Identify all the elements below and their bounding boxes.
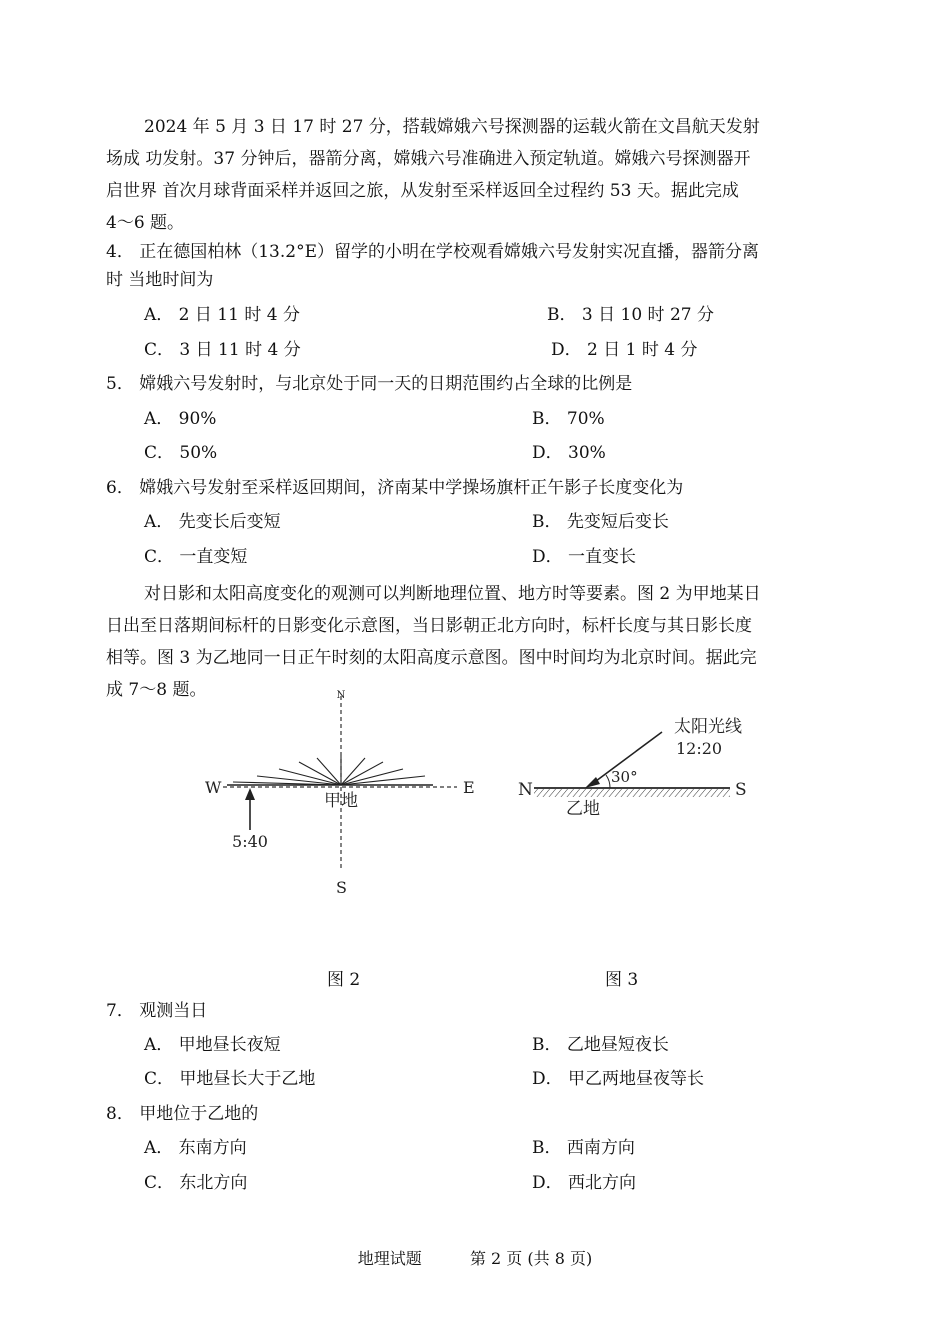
intro-line: 相等。图 3 为乙地同一日正午时刻的太阳高度示意图。图中时间均为北京时间。据此完: [106, 648, 757, 668]
question-6-stem: 6． 嫦娥六号发射至采样返回期间，济南某中学操场旗杆正午影子长度变化为: [106, 478, 684, 498]
q7-option-b[interactable]: B． 乙地昼短夜长: [532, 1035, 669, 1055]
question-8-stem: 8． 甲地位于乙地的: [106, 1104, 259, 1124]
angle-arc: [606, 775, 610, 788]
q8-option-b[interactable]: B． 西南方向: [532, 1138, 635, 1158]
q5-option-a[interactable]: A． 90%: [144, 409, 217, 429]
figure-3-caption: 图 3: [605, 970, 639, 990]
intro-line: 对日影和太阳高度变化的观测可以判断地理位置、地方时等要素。图 2 为甲地某日: [144, 584, 761, 604]
north-label: N: [336, 690, 346, 701]
q5-option-b[interactable]: B． 70%: [532, 409, 605, 429]
q6-option-a[interactable]: A． 先变长后变短: [144, 512, 281, 532]
arrow-head: [245, 788, 255, 800]
question-5-stem: 5． 嫦娥六号发射时，与北京处于同一天的日期范围约占全球的比例是: [106, 374, 633, 394]
west-label: W: [205, 778, 222, 797]
noon-time: 12:20: [676, 739, 723, 758]
q8-option-d[interactable]: D． 西北方向: [532, 1173, 637, 1193]
q7-option-d[interactable]: D． 甲乙两地昼夜等长: [532, 1069, 705, 1089]
q7-option-a[interactable]: A． 甲地昼长夜短: [144, 1035, 281, 1055]
q4-option-d[interactable]: D． 2 日 1 时 4 分: [551, 340, 698, 360]
angle-label: 30°: [611, 768, 638, 786]
ray-label: 太阳光线: [674, 717, 742, 737]
south-label: S: [336, 878, 347, 897]
question-7-stem: 7． 观测当日: [106, 1001, 208, 1021]
page-footer: [0, 1246, 950, 1269]
question-4-stem: 4． 正在德国柏林（13.2°E）留学的小明在学校观看嫦娥六号发射实况直播，器箭分离: [106, 242, 759, 262]
q4-option-c[interactable]: C． 3 日 11 时 4 分: [144, 340, 301, 360]
footer-subject: 地理试题: [357, 1249, 422, 1268]
q4-option-b[interactable]: B． 3 日 10 时 27 分: [547, 305, 714, 325]
intro-passage-2: [106, 578, 850, 706]
figure-2-caption: 图 2: [327, 970, 361, 990]
intro-line: 日出至日落期间标杆的日影变化示意图，当日影朝正北方向时，标杆长度与其日影长度: [106, 616, 752, 636]
shadow-fan: [233, 756, 425, 785]
question-4-stem-cont: 时 当地时间为: [106, 270, 214, 290]
south-label: S: [735, 780, 747, 800]
q7-option-c[interactable]: C． 甲地昼长大于乙地: [144, 1069, 316, 1089]
q6-option-c[interactable]: C． 一直变短: [144, 547, 248, 567]
q8-option-c[interactable]: C． 东北方向: [144, 1173, 248, 1193]
intro-line: 4～6 题。: [106, 213, 185, 233]
q6-option-b[interactable]: B． 先变短后变长: [532, 512, 669, 532]
intro-line: 场成 功发射。37 分钟后，器箭分离，嫦娥六号准确进入预定轨道。嫦娥六号探测器开: [106, 149, 751, 169]
east-label: E: [463, 778, 475, 797]
q6-option-d[interactable]: D． 一直变长: [532, 547, 637, 567]
place-label-yi: 乙地: [566, 799, 600, 819]
ray-arrow-head: [585, 777, 600, 788]
north-label: N: [518, 780, 533, 800]
ground-hatch: [534, 789, 730, 797]
intro-line: 启世界 首次月球背面采样并返回之旅，从发射至采样返回全过程约 53 天。据此完成: [106, 181, 739, 201]
q5-option-d[interactable]: D． 30%: [532, 443, 606, 463]
place-label-jia: 甲地: [324, 791, 358, 811]
intro-passage-1: [106, 111, 850, 239]
intro-line: 2024 年 5 月 3 日 17 时 27 分，搭载嫦娥六号探测器的运载火箭在文昌航天发射: [144, 117, 760, 137]
figure-3-sun-altitude-diagram: [510, 700, 770, 830]
q4-option-a[interactable]: A． 2 日 11 时 4 分: [144, 305, 300, 325]
sunrise-time: 5:40: [232, 832, 268, 851]
figure-2-shadow-diagram: [195, 690, 495, 900]
footer-page-number: 第 2 页 (共 8 页): [469, 1249, 593, 1268]
q5-option-c[interactable]: C． 50%: [144, 443, 218, 463]
q8-option-a[interactable]: A． 东南方向: [144, 1138, 247, 1158]
intro-line: 成 7～8 题。: [106, 680, 207, 700]
